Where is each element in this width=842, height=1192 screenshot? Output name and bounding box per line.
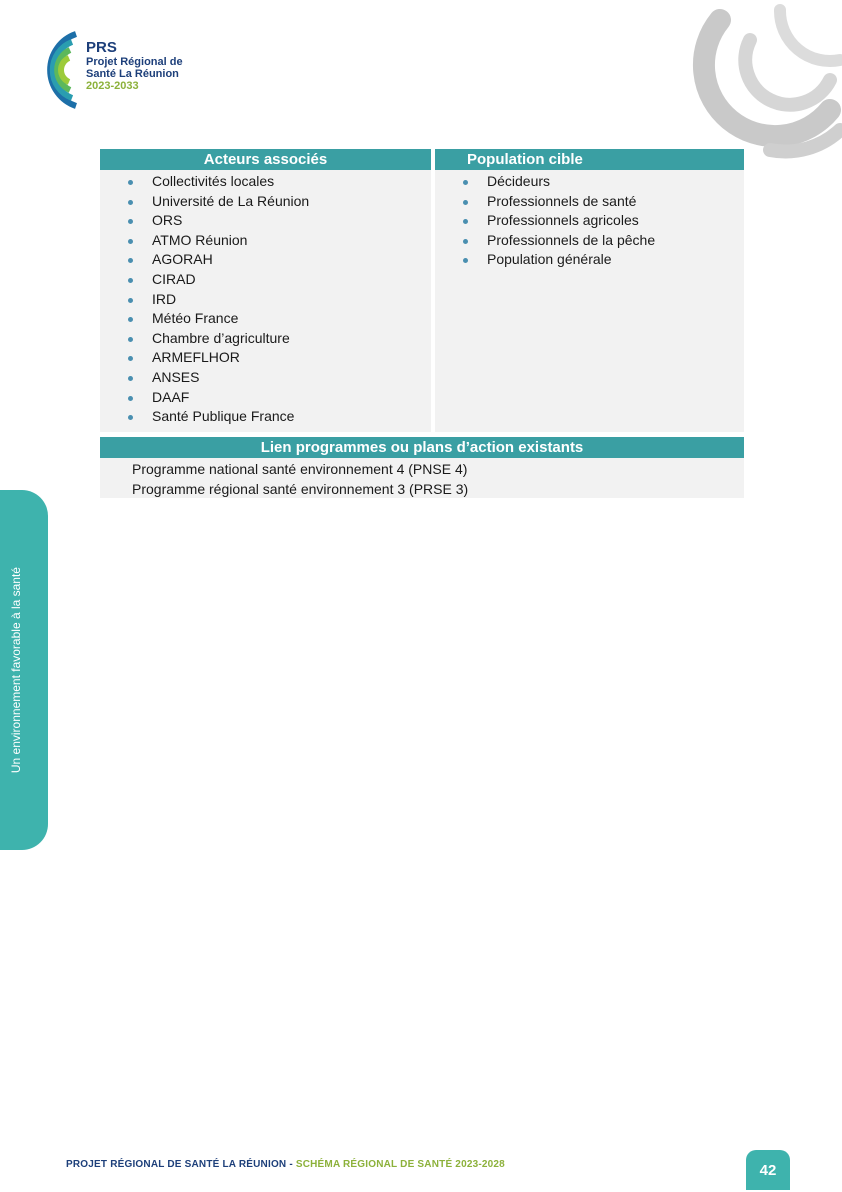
list-item: Université de La Réunion — [100, 192, 431, 212]
footer-subtitle: SCHÉMA RÉGIONAL DE SANTÉ 2023-2028 — [295, 1159, 505, 1170]
programme-line: Programme régional santé environnement 3 (PRSE 3) — [132, 480, 469, 497]
acteurs-header: Acteurs associés — [100, 149, 431, 170]
acteurs-column — [100, 149, 431, 432]
list-item: Population générale — [435, 250, 744, 270]
list-item: ORS — [100, 211, 431, 231]
list-item: Professionnels de la pêche — [435, 231, 744, 251]
list-item: DAAF — [100, 388, 431, 408]
list-item: Professionnels de santé — [435, 192, 744, 212]
list-item: CIRAD — [100, 270, 431, 290]
logo-line-1: Projet Régional de — [86, 56, 183, 68]
programmes-header: Lien programmes ou plans d’action existants — [100, 437, 744, 458]
info-table — [100, 149, 744, 498]
population-header: Population cible — [435, 149, 744, 170]
population-column — [435, 149, 744, 432]
page-footer — [66, 1159, 505, 1170]
page-number: 42 — [746, 1150, 790, 1190]
population-list — [435, 170, 744, 272]
footer-title: PROJET RÉGIONAL DE SANTÉ LA RÉUNION - — [66, 1159, 296, 1170]
list-item: Décideurs — [435, 172, 744, 192]
programme-line: Programme national santé environnement 4 (PNSE 4) — [132, 461, 468, 477]
list-item: Collectivités locales — [100, 172, 431, 192]
programmes-section — [100, 437, 744, 498]
list-item: Météo France — [100, 309, 431, 329]
list-item: IRD — [100, 290, 431, 310]
list-item: Professionnels agricoles — [435, 211, 744, 231]
list-item: ANSES — [100, 368, 431, 388]
decorative-arcs-icon — [690, 0, 842, 160]
list-item: ARMEFLHOR — [100, 348, 431, 368]
list-item: Santé Publique France — [100, 407, 431, 427]
logo-line-2: Santé La Réunion — [86, 68, 179, 80]
list-item: AGORAH — [100, 250, 431, 270]
prs-logo — [24, 28, 224, 118]
acteurs-list — [100, 170, 431, 432]
list-item: ATMO Réunion — [100, 231, 431, 251]
side-section-label: Un environnement favorable à la santé — [9, 566, 23, 774]
prs-logo-mark-icon — [24, 28, 84, 112]
logo-acronym: PRS — [86, 39, 117, 56]
list-item: Chambre d’agriculture — [100, 329, 431, 349]
logo-years: 2023-2033 — [86, 80, 139, 92]
